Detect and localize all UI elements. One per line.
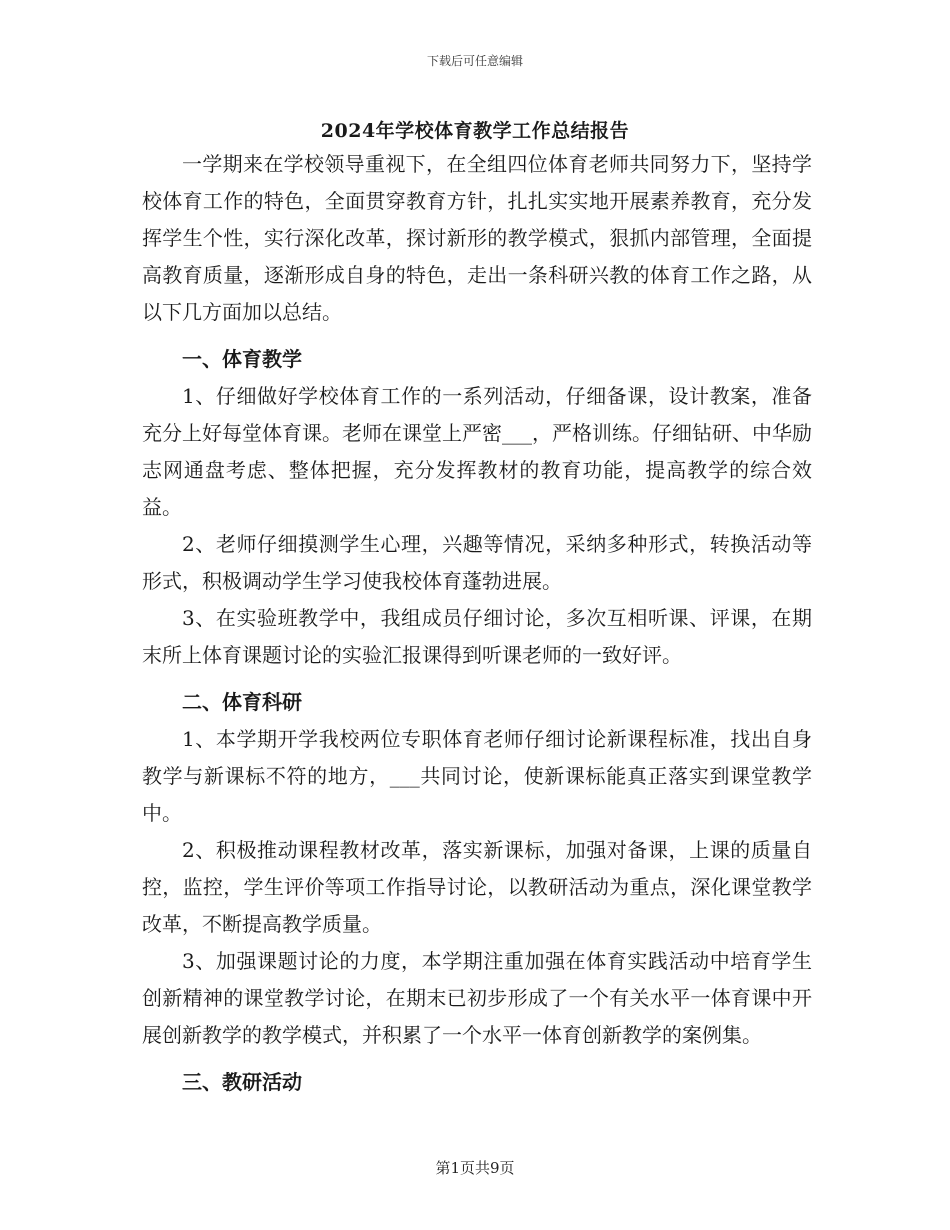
- section-heading-teaching: 一、体育教学: [182, 347, 302, 371]
- intro-paragraph: 一学期来在学校领导重视下，在全组四位体育老师共同努力下，坚持学校体育工作的特色，全面贯穿教育方针，扎扎实实地开展素养教育，充分发挥学生个性，实行深化改革，探讨新形的教学模式，狠抓内部管理，全面提高教育质量，逐渐形成自身的特色，走出一条科研兴教的体育工作之路，从以下几方面加以总结。: [142, 152, 812, 324]
- page-header: 下载后可任意编辑: [426, 54, 523, 68]
- paragraph: 1、本学期开学我校两位专职体育老师仔细讨论新课程标准，找出自身教学与新课标不符的地方，___共同讨论，使新课标能真正落实到课堂教学中。: [142, 727, 812, 825]
- paragraph: 2、老师仔细摸测学生心理，兴趣等情况，采纳多种形式，转换活动等形式，积极调动学生学习使我校体育蓬勃进展。: [142, 532, 812, 593]
- paragraph: 2、积极推动课程教材改革，落实新课标，加强对备课，上课的质量自控，监控，学生评价等项工作指导讨论，以教研活动为重点，深化课堂教学改革，不断提高教学质量。: [142, 838, 812, 936]
- section-heading-research: 二、体育科研: [182, 690, 302, 714]
- paragraph: 1、仔细做好学校体育工作的一系列活动，仔细备课，设计教案，准备充分上好每堂体育课。老师在课堂上严密___，严格训练。仔细钻研、中华励志网通盘考虑、整体把握，充分发挥教材的教育功能，提高教学的综合效益。: [142, 384, 812, 519]
- document-body: [142, 146, 812, 1101]
- section-heading-activities: 三、教研活动: [182, 1070, 302, 1094]
- document-title: 2024年学校体育教学工作总结报告: [320, 120, 630, 142]
- page-footer: 第1页共9页: [435, 1159, 515, 1177]
- paragraph: 3、在实验班教学中，我组成员仔细讨论，多次互相听课、评课，在期末所上体育课题讨论的实验汇报课得到听课老师的一致好评。: [142, 606, 812, 667]
- paragraph: 3、加强课题讨论的力度，本学期注重加强在体育实践活动中培育学生创新精神的课堂教学讨论，在期末已初步形成了一个有关水平一体育课中开展创新教学的教学模式，并积累了一个水平一体育创新教学的案例集。: [142, 949, 812, 1047]
